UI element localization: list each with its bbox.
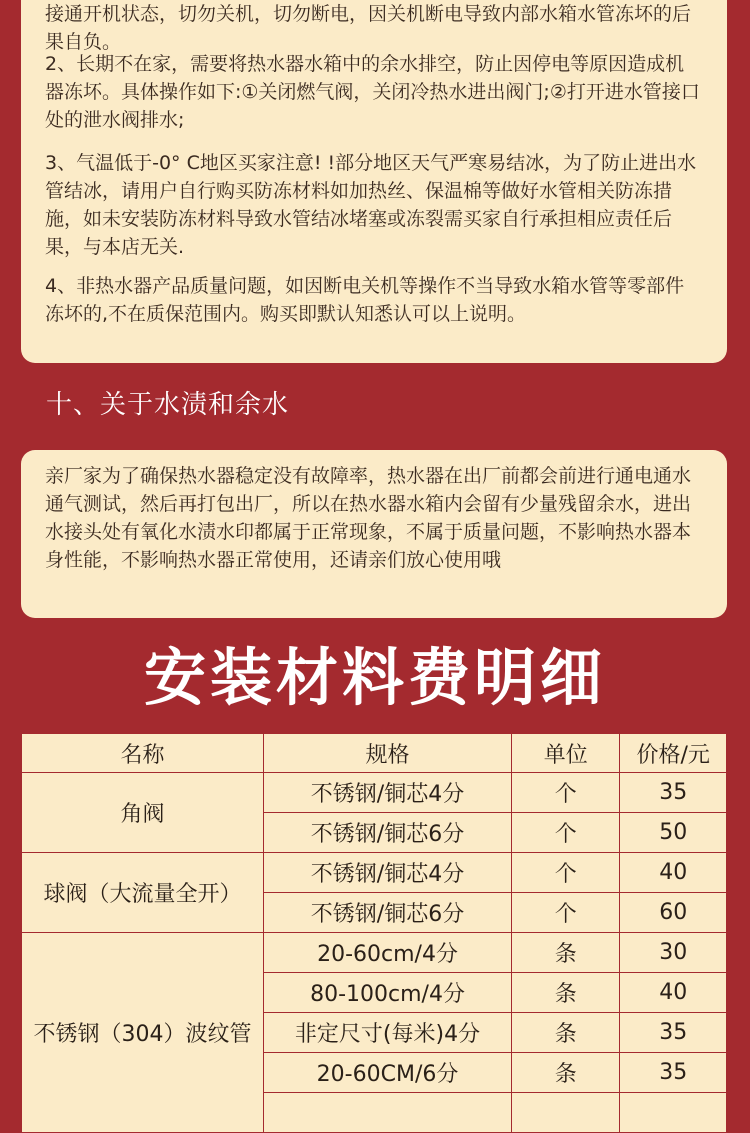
item-price: 60 xyxy=(620,893,727,933)
item-spec xyxy=(264,1093,512,1133)
header-name: 名称 xyxy=(22,734,264,773)
fee-table xyxy=(21,733,727,1133)
item-name: 球阀（大流量全开） xyxy=(22,853,264,933)
item-unit xyxy=(512,1093,620,1133)
item-price: 40 xyxy=(620,853,727,893)
item-price: 35 xyxy=(620,1013,727,1053)
item-spec: 不锈钢/铜芯4分 xyxy=(264,773,512,813)
item-unit: 条 xyxy=(512,1053,620,1093)
item-spec: 不锈钢/铜芯6分 xyxy=(264,813,512,853)
item-spec: 80-100cm/4分 xyxy=(264,973,512,1013)
table-row xyxy=(22,773,727,813)
item-price: 35 xyxy=(620,1053,727,1093)
item-unit: 条 xyxy=(512,973,620,1013)
item-name: 角阀 xyxy=(22,773,264,853)
item-price xyxy=(620,1093,727,1133)
notice-paragraph: 接通开机状态，切勿关机，切勿断电，因关机断电导致内部水箱水管冻坏的后果自负。 xyxy=(45,3,692,53)
item-unit: 条 xyxy=(512,933,620,973)
notice-paragraph: 3、气温低于-0° C地区买家注意! !部分地区天气严寒易结冰，为了防止进出水管结冰，请用户自行购买防冻材料如加热丝、保温棉等做好水管相关防冻措施，如未安装防冻材料导致水管结冰堵塞或冻裂需买家自行承担相应责任后果，与本店无关. xyxy=(45,152,697,258)
item-name: 不锈钢（304）波纹管 xyxy=(22,933,264,1133)
item-price: 40 xyxy=(620,973,727,1013)
item-unit: 个 xyxy=(512,813,620,853)
water-notice-text: 亲厂家为了确保热水器稳定没有故障率，热水器在出厂前都会前进行通电通水通气测试，然后再打包出厂，所以在热水器水箱内会留有少量残留余水，进出水接头处有氧化水渍水印都属于正常现象，不属于质量问题，不影响热水器本身性能，不影响热水器正常使用，还请亲们放心使用哦 xyxy=(45,465,692,571)
notice-paragraph: 2、长期不在家，需要将热水器水箱中的余水排空，防止因停电等原因造成机器冻坏。具体操作如下:①关闭燃气阀，关闭冷热水进出阀门;②打开进水管接口处的泄水阀排水; xyxy=(45,53,700,131)
notice-card xyxy=(21,0,727,363)
notice-paragraph: 4、非热水器产品质量问题，如因断电关机等操作不当导致水箱水管等零部件冻坏的,不在质保范围内。购买即默认知悉认可以上说明。 xyxy=(45,275,685,325)
section-heading: 十、关于水渍和余水 xyxy=(46,390,290,420)
item-spec: 不锈钢/铜芯4分 xyxy=(264,853,512,893)
item-price: 30 xyxy=(620,933,727,973)
header-unit: 单位 xyxy=(512,734,620,773)
item-spec: 不锈钢/铜芯6分 xyxy=(264,893,512,933)
item-unit: 个 xyxy=(512,773,620,813)
item-spec: 20-60cm/4分 xyxy=(264,933,512,973)
item-spec: 20-60CM/6分 xyxy=(264,1053,512,1093)
item-spec: 非定尺寸(每米)4分 xyxy=(264,1013,512,1053)
table-row xyxy=(22,933,727,973)
water-notice-card xyxy=(21,450,727,618)
table-row xyxy=(22,853,727,893)
item-price: 35 xyxy=(620,773,727,813)
table-header-row xyxy=(22,734,727,773)
item-unit: 个 xyxy=(512,853,620,893)
item-price: 50 xyxy=(620,813,727,853)
item-unit: 条 xyxy=(512,1013,620,1053)
header-price: 价格/元 xyxy=(620,734,727,773)
item-unit: 个 xyxy=(512,893,620,933)
fee-title: 安装材料费明细 xyxy=(143,641,606,714)
header-spec: 规格 xyxy=(264,734,512,773)
